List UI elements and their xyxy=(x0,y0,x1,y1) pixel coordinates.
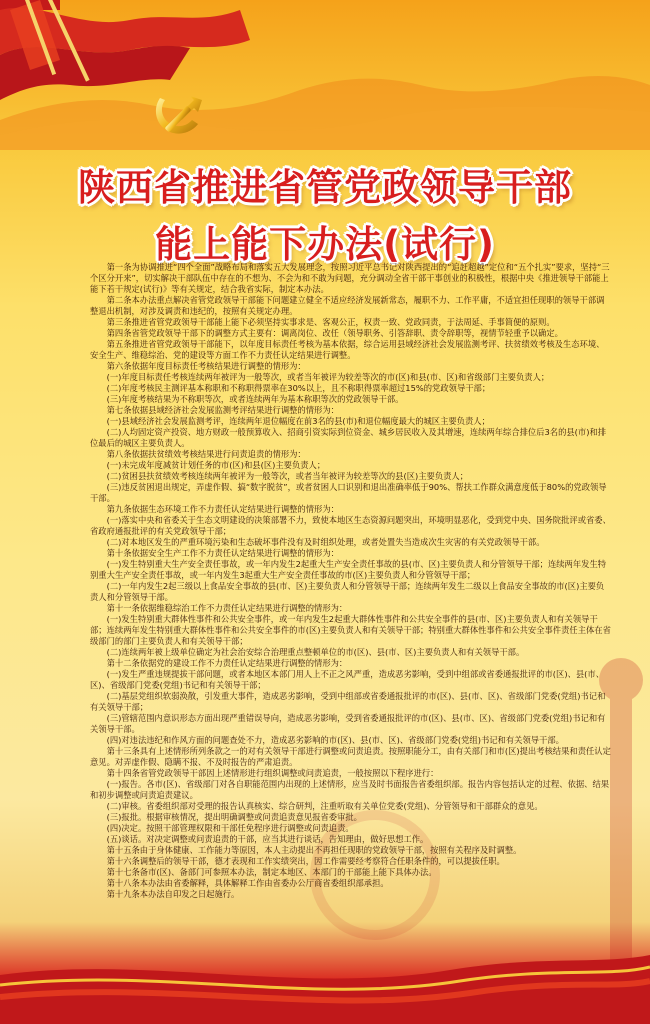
body-paragraph: 第十三条具有上述情形所列条款之一的对有关领导干部进行调整或问责追责。按照职能分工，由有关部门和市(区)提出考核结果和责任认定意见。对弄虚作假、隐瞒不报、不及时报告的严肃追责。 xyxy=(90,746,611,767)
document-body xyxy=(90,262,612,900)
body-paragraph: (一)发生特别重大群体性事件和公共安全事件，或一年内发生2起重大群体性事件和公共安全事件的县(市、区)主要负责人和有关领导干部；连续两年发生特别重大群体性事件和公共安全事件的市(区)主要负责人和有关领导干部；特别重大群体性事件和公共安全事件责任主体在省级部门的部门主要负责人和有关领导干部； xyxy=(90,614,611,646)
body-paragraph: 第三条推进省管党政领导干部能上能下必须坚持实事求是、客观公正，权责一致、党政同责，于法周延、手事简便的原则。 xyxy=(106,317,555,327)
red-flag-icon xyxy=(0,0,260,120)
body-paragraph: 第十二条依据党的建设工作不力责任认定结果进行调整的情形为： xyxy=(106,658,348,668)
body-paragraph: 第十八条本办法由省委解释，具体解释工作由省委办公厅商省委组织部承担。 xyxy=(106,878,389,888)
body-paragraph: 第七条依据县域经济社会发展监测考评结果进行调整的情形为： xyxy=(106,405,339,415)
body-paragraph: 第十九条本办法自印发之日起施行。 xyxy=(106,889,240,899)
body-paragraph: (二)对本地区发生的严重环境污染和生态破坏事件没有及时组织处理，或者处置失当造成次生灾害的有关党政领导干部。 xyxy=(106,537,545,547)
body-paragraph: 第九条依据生态环境工作不力责任认定结果进行调整的情形为： xyxy=(106,504,339,514)
body-paragraph: (二)基层党组织软弱涣散，引发重大事件，造成恶劣影响，受到中组部或省委通报批评的市(区)、县(市、区)、省级部门党委(党组)书记和有关领导干部； xyxy=(90,691,606,712)
body-paragraph: 第十五条由于身体健康、工作能力等原因，本人主动提出不再担任现职的党政领导干部，按照有关程序及时调整。 xyxy=(106,845,522,855)
body-paragraph: (一)落实中央和省委关于生态文明建设的决策部署不力，致使本地区生态资源问题突出，环境明显恶化，受到党中央、国务院批评或省委、省政府通报批评的有关党政领导干部； xyxy=(90,515,611,536)
body-paragraph: (二)人均固定资产投资、地方财政一般预算收入、招商引资实际到位资金、城乡居民收入及其增速，连续两年综合排位后3名的县(市)和排位最后的城区主要负责人。 xyxy=(90,427,607,448)
party-emblem-icon xyxy=(148,80,208,140)
body-paragraph: (三)报批。根据审核情况，提出明确调整或问责追责意见报省委审批。 xyxy=(106,812,362,822)
body-paragraph: 第十一条依据维稳综治工作不力责任认定结果进行调整的情形为： xyxy=(106,603,348,613)
body-paragraph: (一)未完成年度减贫计划任务的市(区)和县(区)主要负责人； xyxy=(106,460,326,470)
body-paragraph: 第二条本办法重点解决省管党政领导干部能下问题建立健全不适应经济发展新常态，履职不力、工作平庸，不适宜担任现职的领导干部调整退出机制，对涉及调责和违纪的，按照有关规定办理。 xyxy=(90,295,605,316)
body-paragraph: 第五条推进省管党政领导干部能下，以年度目标责任考核为基本依据，综合运用县域经济社会发展监测考评、扶贫绩效考核及生态环境、安全生产、维稳综治、党的建设等方面工作不力责任认定结果进行调整。 xyxy=(90,339,605,360)
body-paragraph: (三)管辖范围内意识形态方面出现严重错误导向，造成恶劣影响，受到省委通报批评的市(区)、县(市、区)、省级部门党委(党组)书记和有关领导干部。 xyxy=(90,713,606,734)
body-paragraph: 第十七条备市(区)、备部门可参照本办法，制定本地区、本部门的干部能上能下具体办法。 xyxy=(106,867,437,877)
body-paragraph: (五)谈话。对决定调整或问责追责的干部，应当其进行谈话，告知理由，做好思想工作。 xyxy=(106,834,429,844)
body-paragraph: (二)连续两年被上级单位确定为社会治安综合治理重点整顿单位的市(区)、县(市、区)主要负责人和有关领导干部。 xyxy=(106,647,525,657)
red-ribbon-decoration xyxy=(0,955,650,1024)
body-paragraph: 第四条省管党政领导干部下的调整方式主要有：调离岗位、改任（领导职务、引答辞职、责令辞职等，视情节轻重予以确定。 xyxy=(106,328,563,338)
body-paragraph: (二)年度考核民主测评基本称职和不称职得票率在30%以上，且不称职得票率超过15%的党政领导干部； xyxy=(106,383,491,393)
body-paragraph: (二)贫困县扶贫绩效考核连续两年被评为一般等次，或者当年被评为较差等次的县(区)主要负责人； xyxy=(106,471,469,481)
body-paragraph: 第八条依据扶贫绩效考核结果进行问责追责的情形为： xyxy=(106,449,306,459)
body-paragraph: (三)年度考核结果为不称职等次，或者连续两年为基本称职等次的党政领导干部。 xyxy=(106,394,404,404)
body-paragraph: 第一条为协调推进“四个全面”战略布局和落实五大发展理念，按照习近平总书记对陕西提出的“追赶超越”定位和“五个扎实”要求，坚持“三个区分开来”，切实解决干部队伍中存在的不想为、不会为和不敢为问题，充分调动全省干部干事创业的积极性，根据中央《推进领导干部能上能下若干规定(试行)》等有关规定，结合我省实际，制定本办法。 xyxy=(90,262,610,294)
body-paragraph: (二)审核。省委组织部对受理的报告认真核实、综合研判，注重听取有关单位党委(党组)、分管领导和干部群众的意见。 xyxy=(106,801,543,811)
page-title-line1: 陕西省推进省管党政领导干部 xyxy=(78,166,572,209)
body-paragraph: 第十四条省管党政领导干部因上述情形进行组织调整或问责追责，一般按照以下程序进行： xyxy=(106,768,439,778)
body-paragraph: (三)违反贫困退出规定，弄虚作假、搞“数字脱贫”，或者贫困人口识别和退出准确率低于90%、帮扶工作群众满意度低于80%的党政领导干部。 xyxy=(90,482,607,503)
body-paragraph: (四)对违法违纪和作风方面的问题查处不力，造成恶劣影响的市(区)、县(市、区)、省级部门党委(党组)书记和有关领导干部。 xyxy=(106,735,564,745)
body-paragraph: 第六条依据年度目标责任考核结果进行调整的情形为： xyxy=(106,361,306,371)
body-paragraph: 第十条依据安全生产工作不力责任认定结果进行调整的情形为： xyxy=(106,548,339,558)
body-paragraph: 第十六条调整后的领导干部，德才表现和工作实绩突出，因工作需要经考察符合任职条件的，可以提拔任职。 xyxy=(106,856,505,866)
body-paragraph: (一)县域经济社会发展监测考评，连续两年退位幅度在前3名的县(市)和退位幅度最大的城区主要负责人； xyxy=(106,416,490,426)
body-paragraph: (二)一年内发生2起三级以上食品安全事故的县(市、区)主要负责人和分管领导干部；连续两年发生二级以上食品安全事故的市(区)主要负责人和分管领导干部。 xyxy=(90,581,605,602)
body-paragraph: (一)发生严重违规提拔干部问题，或者本地区本部门用人上不正之风严重，造成恶劣影响，受到中组部或省委通报批评的市(区)、县(市、区)、省级部门党委(党组)书记和有关领导干部； xyxy=(90,669,605,690)
body-paragraph: (一)报告。各市(区)、省级部门对各自职能范围内出现的上述情形，应当及时书面报告省委组织部。报告内容包括认定的过程、依据、结果和初步调整或问责追责建议。 xyxy=(90,779,610,800)
body-paragraph: (四)决定。按照干部管理权限和干部任免程序进行调整或问责追责。 xyxy=(106,823,354,833)
page-title-line2: 能上能下办法(试行) xyxy=(155,223,495,266)
body-paragraph: (一)发生特别重大生产安全责任事故，或一年内发生2起重大生产安全责任事故的县(市、区)主要负责人和分管领导干部；连续两年发生特别重大生产安全责任事故，或一年内发生3起重大生产安全责任事故的市(区)主要负责人和分管领导干部； xyxy=(90,559,607,580)
body-paragraph: (一)年度目标责任考核连续两年被评为一般等次，或者当年被评为较差等次的市(区)和县(市、区)和省级部门主要负责人； xyxy=(106,372,550,382)
